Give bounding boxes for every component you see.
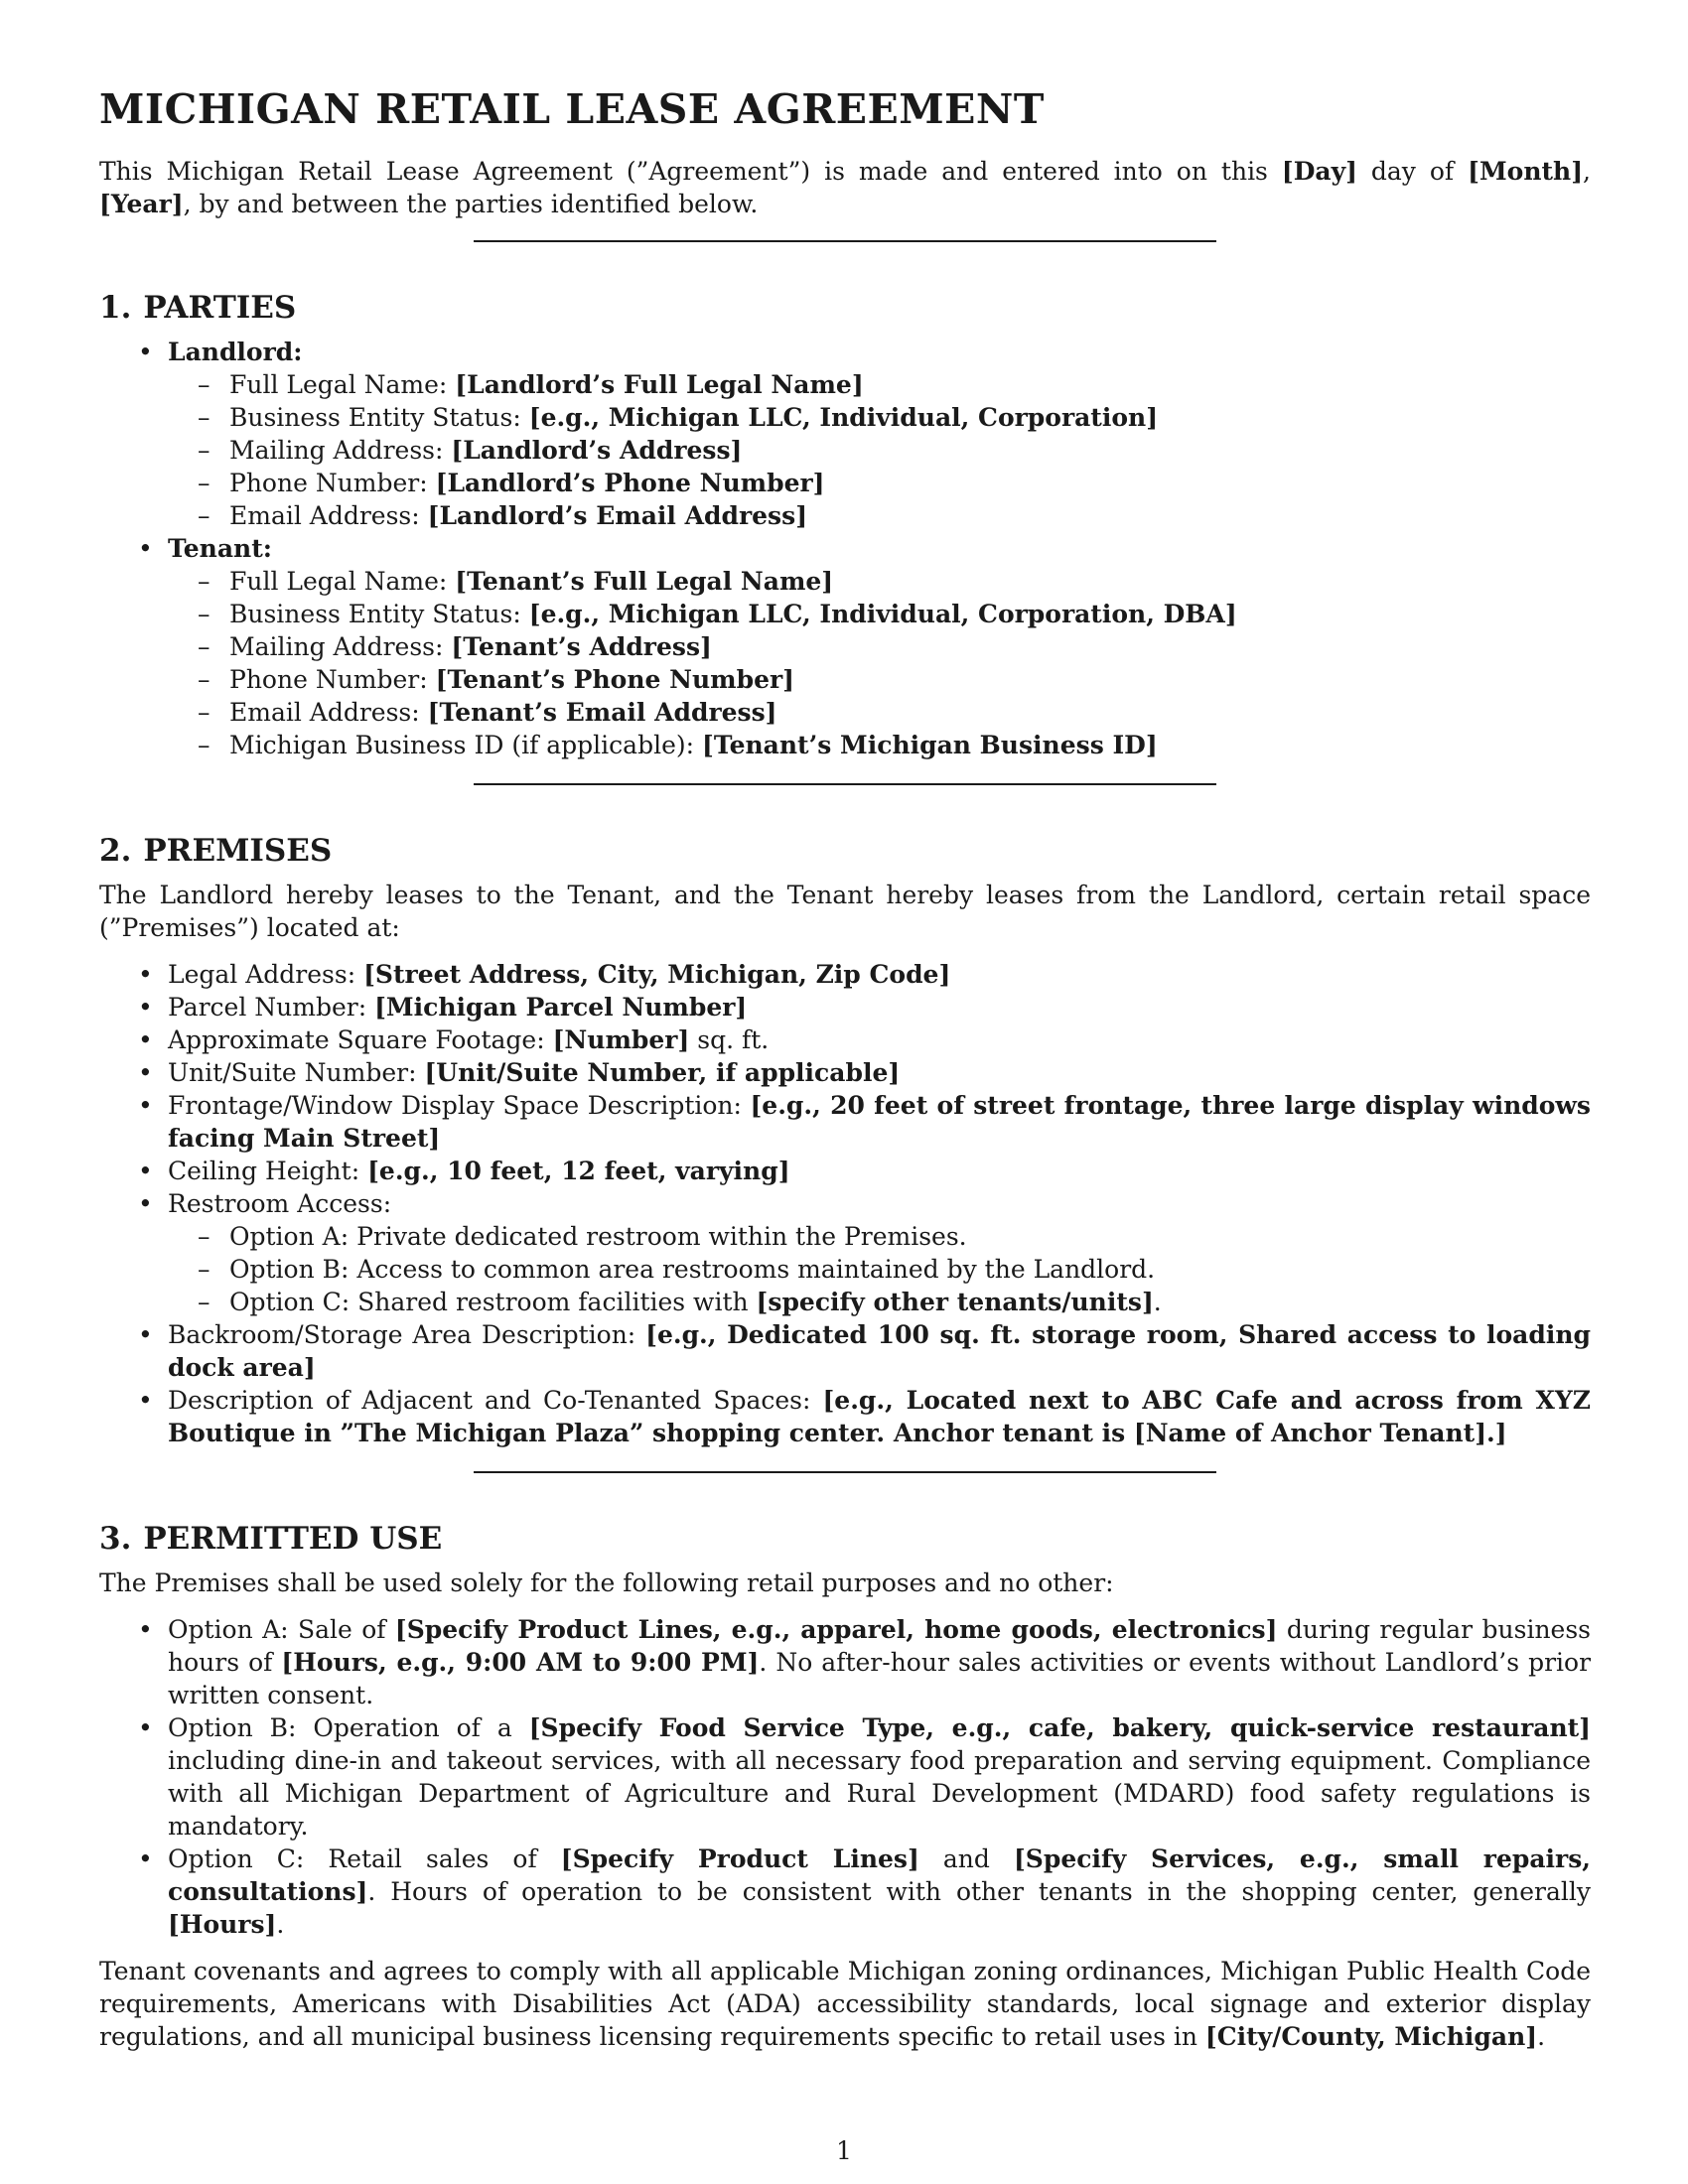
option-value: [specify other tenants/units]: [756, 1288, 1154, 1316]
landlord-fields: [168, 368, 1591, 532]
list-item: [168, 434, 1591, 467]
section-heading-premises: [99, 831, 1591, 871]
option-text: .: [276, 1910, 285, 1939]
option-text: including dine-in and takeout services, with all necessary food preparation and serving equipment. Compliance with all Michigan Department of Agriculture and Rural Development (MDARD) food safety regulations is mandatory.: [168, 1746, 1591, 1841]
list-item: [168, 368, 1591, 401]
option-text: Option C: Retail sales of: [168, 1844, 561, 1873]
field-label: Phone Number:: [229, 665, 436, 694]
option-text: . Hours of operation to be consistent with other tenants in the shopping center, generally: [367, 1877, 1591, 1906]
parties-list: [99, 336, 1591, 761]
field-value: [e.g., Michigan LLC, Individual, Corporation, DBA]: [528, 600, 1237, 628]
item-suffix: sq. ft.: [689, 1025, 770, 1054]
document-title: MICHIGAN RETAIL LEASE AGREEMENT: [99, 85, 1045, 133]
intro-month: [Month]: [1468, 157, 1584, 186]
field-value: [Tenant’s Email Address]: [427, 698, 777, 727]
field-value: [Landlord’s Full Legal Name]: [455, 370, 864, 399]
covenant-paragraph: [99, 1955, 1591, 2053]
item-label: Parcel Number:: [168, 993, 375, 1022]
section-divider: [474, 783, 1216, 785]
tenant-item: [99, 532, 1591, 761]
list-item: [99, 1843, 1591, 1941]
section-heading-parties: [99, 288, 1591, 328]
field-label: Full Legal Name:: [229, 370, 456, 399]
list-item: [99, 991, 1591, 1024]
option-value: [Specify Product Lines, e.g., apparel, home goods, electronics]: [394, 1615, 1278, 1644]
list-item: [168, 401, 1591, 434]
intro-text-2: day of: [1356, 157, 1469, 186]
page-number: 1: [836, 2136, 852, 2165]
landlord-item: [99, 336, 1591, 532]
item-value: [e.g., Located next to ABC Cafe and across from XYZ Boutique in ”The Michigan Plaza” shopping center. Anchor tenant is [Name of Anchor Tenant].]: [168, 1386, 1591, 1447]
item-value: [Street Address, City, Michigan, Zip Code]: [363, 960, 951, 989]
option-text: and: [918, 1844, 1014, 1873]
list-item: [99, 1155, 1591, 1187]
field-label: Phone Number:: [229, 469, 436, 497]
list-item: [99, 1384, 1591, 1449]
field-label: Email Address:: [229, 501, 428, 530]
option-text: . No after-hour sales activities or events without Landlord’s prior written consent.: [168, 1648, 1592, 1709]
restroom-label: Restroom Access:: [168, 1189, 392, 1218]
field-value: [Tenant’s Address]: [451, 632, 712, 661]
field-label: Mailing Address:: [229, 436, 452, 465]
list-item: [168, 467, 1591, 499]
field-label: Michigan Business ID (if applicable):: [229, 731, 702, 759]
covenant-text-end: .: [1537, 2022, 1546, 2051]
field-value: [Tenant’s Phone Number]: [435, 665, 794, 694]
landlord-label: Landlord:: [168, 338, 303, 366]
section-heading-permitted-use: [99, 1519, 1591, 1559]
field-label: Business Entity Status:: [229, 403, 529, 432]
section-title: PERMITTED USE: [143, 1521, 443, 1557]
section-title: PARTIES: [143, 290, 297, 326]
intro-text-1: This Michigan Retail Lease Agreement (”Agreement”) is made and entered into on this: [99, 157, 1282, 186]
option-value: [Hours]: [168, 1910, 277, 1939]
option-text: during regular business hours of: [168, 1615, 1591, 1677]
permitted-use-options: [99, 1613, 1591, 1941]
field-value: [Tenant’s Michigan Business ID]: [702, 731, 1158, 759]
field-label: Mailing Address:: [229, 632, 452, 661]
list-item: [99, 1318, 1591, 1384]
option-text: Option B: Operation of a: [168, 1713, 529, 1742]
option-value: [Specify Services, e.g., small repairs, consultations]: [168, 1844, 1591, 1906]
item-value: [e.g., 20 feet of street frontage, three large display windows facing Main Street]: [168, 1091, 1592, 1153]
item-value: [e.g., 10 feet, 12 feet, varying]: [367, 1157, 790, 1185]
covenant-value: [City/County, Michigan]: [1204, 2022, 1538, 2051]
list-item: – Option B: Access to common area restrooms maintained by the Landlord.: [168, 1253, 1591, 1286]
list-item: [99, 1089, 1591, 1155]
item-value: [Michigan Parcel Number]: [374, 993, 748, 1022]
section-divider: [474, 1471, 1216, 1473]
field-value: [Tenant’s Full Legal Name]: [455, 567, 834, 596]
intro-text-3: ,: [1583, 157, 1591, 186]
item-label: Ceiling Height:: [168, 1157, 368, 1185]
option-value: [Specify Food Service Type, e.g., cafe, bakery, quick-service restaurant]: [528, 1713, 1591, 1742]
list-item: [168, 663, 1591, 696]
section-title: PREMISES: [143, 833, 333, 869]
option-text: Option A: Sale of: [168, 1615, 395, 1644]
list-item: [99, 1024, 1591, 1056]
option-suffix: .: [1153, 1288, 1162, 1316]
list-item: [168, 499, 1591, 532]
field-label: Business Entity Status:: [229, 600, 529, 628]
item-label: Unit/Suite Number:: [168, 1058, 425, 1087]
intro-paragraph: [99, 155, 1591, 220]
list-item: [168, 729, 1591, 761]
field-label: Email Address:: [229, 698, 428, 727]
covenant-text: Tenant covenants and agrees to comply with all applicable Michigan zoning ordinances, Michigan Public Health Code requirements, Americans with Disabilities Act (ADA) accessibility standards, local signage and exterior display regulations, and all municipal business licensing requirements specific to retail uses in: [99, 1957, 1591, 2051]
permitted-use-intro: The Premises shall be used solely for the following retail purposes and no other:: [99, 1569, 1114, 1597]
item-label: Backroom/Storage Area Description:: [168, 1320, 646, 1349]
restroom-options: [168, 1220, 1591, 1318]
list-item: [168, 598, 1591, 630]
item-label: Description of Adjacent and Co-Tenanted Spaces:: [168, 1386, 823, 1415]
item-value: [e.g., Dedicated 100 sq. ft. storage room, Shared access to loading dock area]: [168, 1320, 1591, 1382]
item-value: [Number]: [552, 1025, 690, 1054]
tenant-label: Tenant:: [168, 534, 272, 563]
list-item: [168, 696, 1591, 729]
field-label: Full Legal Name:: [229, 567, 456, 596]
option-text: Option C: Shared restroom facilities with: [229, 1288, 757, 1316]
list-item: [99, 1711, 1591, 1843]
field-value: [Landlord’s Email Address]: [427, 501, 808, 530]
list-item: [168, 1286, 1591, 1318]
list-item: – Option A: Private dedicated restroom within the Premises.: [168, 1220, 1591, 1253]
list-item: [168, 630, 1591, 663]
option-value: [Hours, e.g., 9:00 AM to 9:00 PM]: [281, 1648, 760, 1677]
intro-year: [Year]: [99, 190, 184, 218]
item-value: [Unit/Suite Number, if applicable]: [424, 1058, 901, 1087]
field-value: [e.g., Michigan LLC, Individual, Corporation]: [528, 403, 1159, 432]
list-item: [99, 1056, 1591, 1089]
field-value: [Landlord’s Phone Number]: [435, 469, 825, 497]
list-item: [99, 1613, 1591, 1711]
item-label: Legal Address:: [168, 960, 364, 989]
restroom-access-item: [99, 1187, 1591, 1318]
section-number: 2.: [99, 833, 132, 869]
section-number: 1.: [99, 290, 132, 326]
field-value: [Landlord’s Address]: [451, 436, 743, 465]
document-page: [99, 83, 1591, 2053]
intro-text-4: , by and between the parties identified below.: [183, 190, 759, 218]
option-value: [Specify Product Lines]: [560, 1844, 919, 1873]
premises-intro: The Landlord hereby leases to the Tenant, and the Tenant hereby leases from the Landlord, certain retail space (”Premises”) located at:: [99, 881, 1591, 942]
tenant-fields: [168, 565, 1591, 761]
section-number: 3.: [99, 1521, 132, 1557]
item-label: Frontage/Window Display Space Description:: [168, 1091, 751, 1120]
section-divider: [474, 240, 1216, 242]
list-item: [99, 958, 1591, 991]
item-label: Approximate Square Footage:: [168, 1025, 553, 1054]
list-item: [168, 565, 1591, 598]
premises-list: [99, 958, 1591, 1449]
intro-day: [Day]: [1281, 157, 1357, 186]
